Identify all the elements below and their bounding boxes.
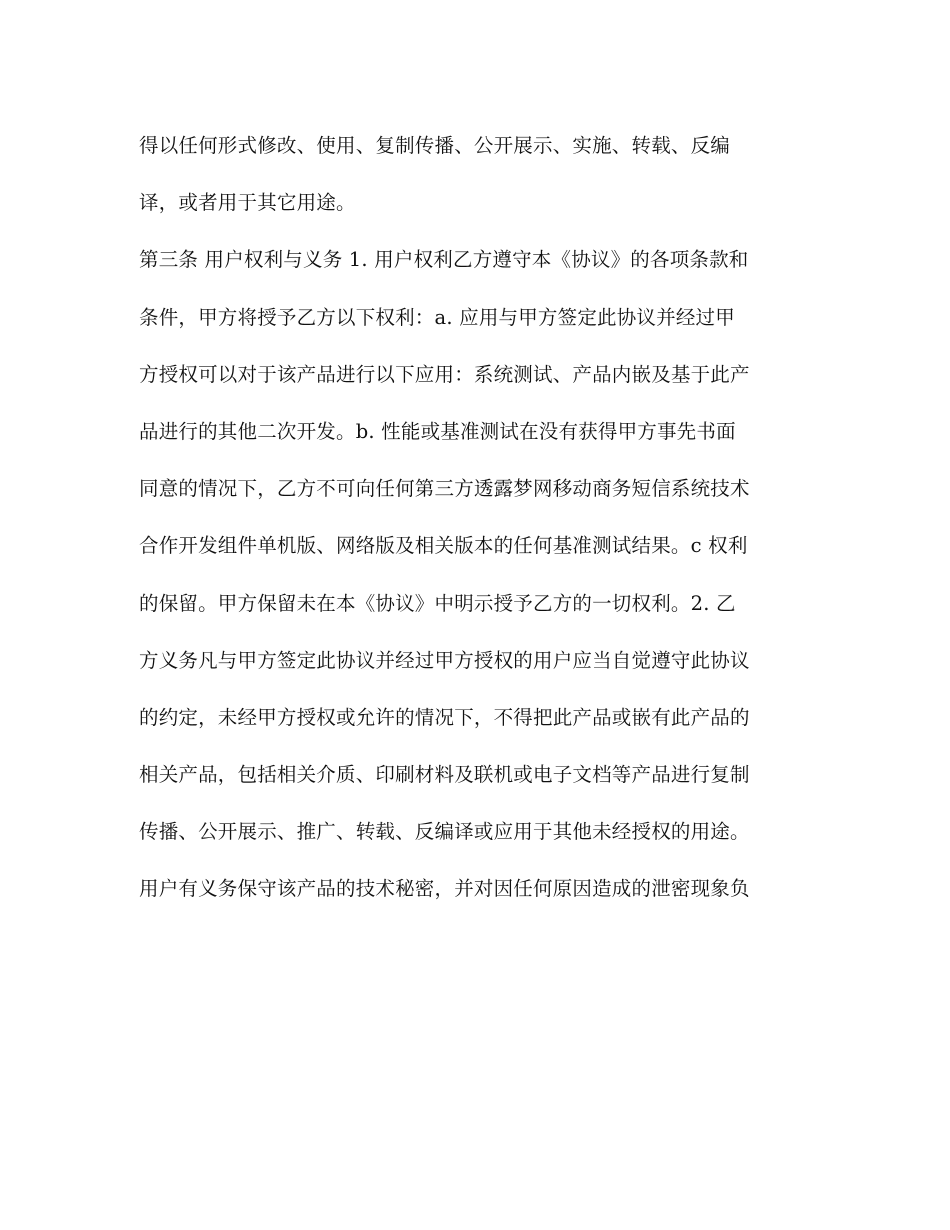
text-line: 用户有义务保守该产品的技术秘密，并对因任何原因造成的泄密现象负 bbox=[139, 877, 750, 901]
text-line: 译，或者用于其它用途。 bbox=[139, 191, 356, 215]
text-line: 方义务凡与甲方签定此协议并经过甲方授权的用户应当自觉遵守此协议 bbox=[139, 648, 750, 672]
text-line: 的保留。甲方保留未在本《协议》中明示授予乙方的一切权利。2. 乙 bbox=[139, 591, 736, 615]
text-line: 方授权可以对于该产品进行以下应用：系统测试、产品内嵌及基于此产 bbox=[139, 362, 750, 386]
text-line: 的约定，未经甲方授权或允许的情况下，不得把此产品或嵌有此产品的 bbox=[139, 705, 750, 729]
text-line: 同意的情况下，乙方不可向任何第三方透露梦网移动商务短信系统技术 bbox=[139, 477, 750, 501]
document-body bbox=[139, 122, 829, 923]
text-line: 传播、公开展示、推广、转载、反编译或应用于其他未经授权的用途。 bbox=[139, 820, 750, 844]
text-line: 条件，甲方将授予乙方以下权利：a. 应用与甲方签定此协议并经过甲 bbox=[139, 305, 735, 329]
text-line: 合作开发组件单机版、网络版及相关版本的任何基准测试结果。c 权利 bbox=[139, 534, 748, 558]
text-line: 相关产品，包括相关介质、印刷材料及联机或电子文档等产品进行复制 bbox=[139, 763, 750, 787]
text-line: 得以任何形式修改、使用、复制传播、公开展示、实施、转载、反编 bbox=[139, 134, 731, 157]
text-line: 第三条 用户权利与义务 1. 用户权利乙方遵守本《协议》的各项条款和 bbox=[139, 248, 749, 272]
text-line: 品进行的其他二次开发。b. 性能或基准测试在没有获得甲方事先书面 bbox=[139, 419, 736, 443]
